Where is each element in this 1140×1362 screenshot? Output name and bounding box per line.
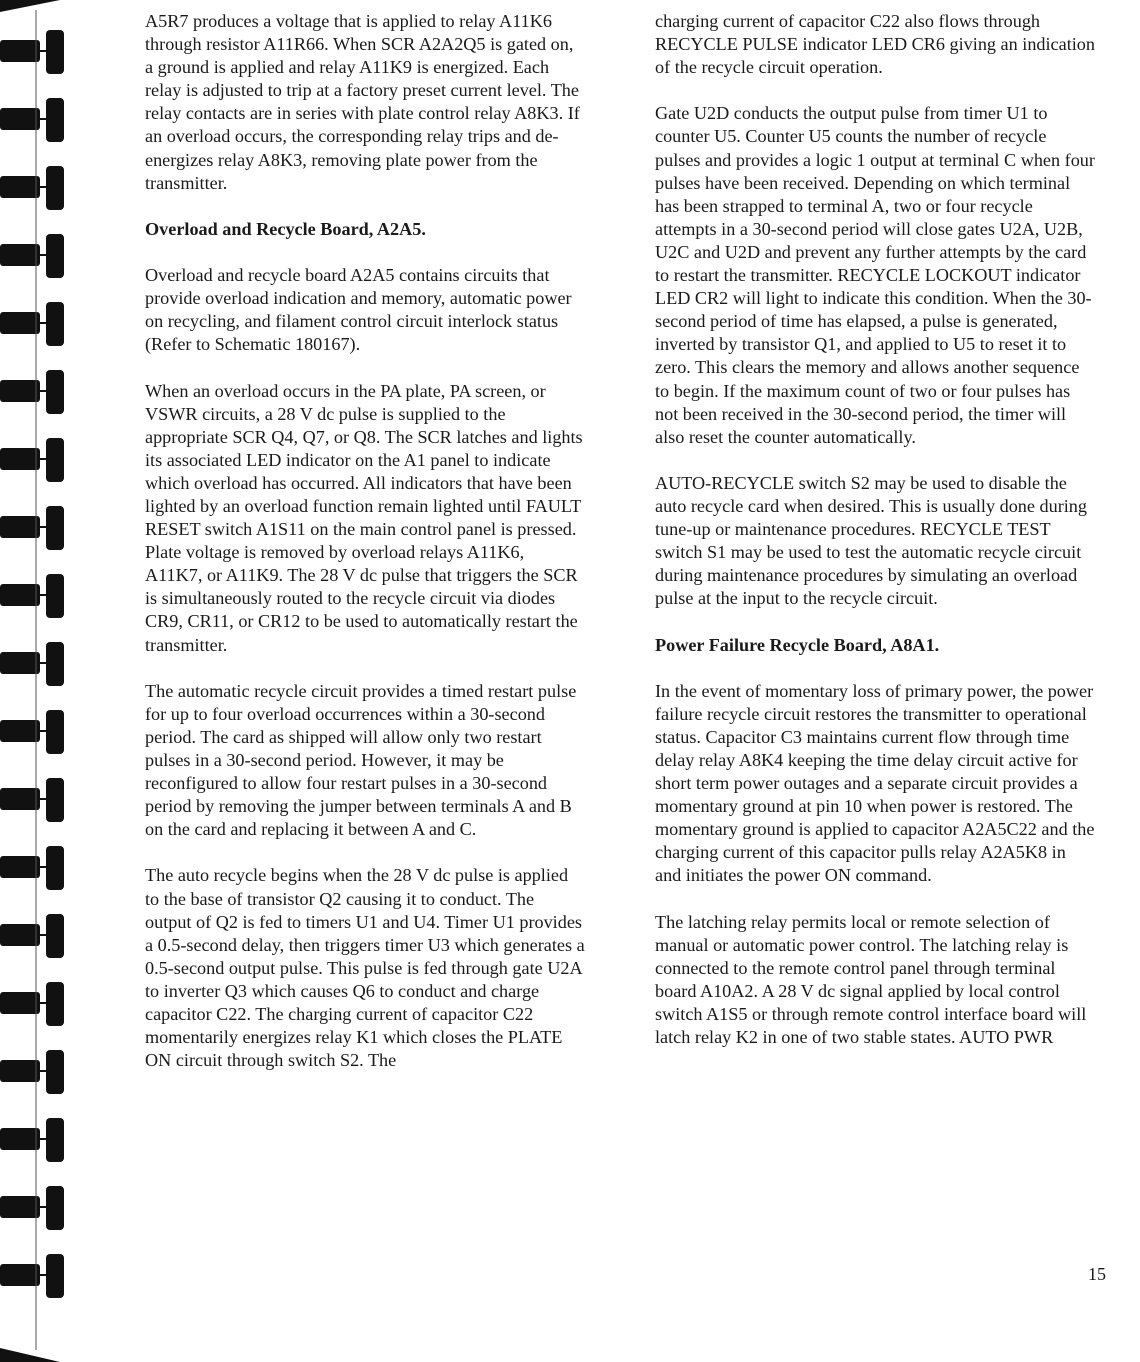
- paragraph: charging current of capacitor C22 also flows through RECYCLE PULSE indicator LED CR6 giving an indication of the recycle circuit operation.: [655, 11, 1095, 78]
- paragraph: When an overload occurs in the PA plate, PA screen, or VSWR circuits, a 28 V dc pulse is supplied to the appropriate SCR Q4, Q7, or Q8. The SCR latches and lights its associated LED indicator on the A1 panel to indicate which overload has occurred. All indicators that have been lighted by an overload function remain lighted until FAULT RESET switch A1S11 on the main control panel is pressed. Plate voltage is removed by overload relays A11K6, A11K7, or A11K9. The 28 V dc pulse that triggers the SCR is simultaneously routed to the recycle circuit via diodes CR9, CR11, or CR12 to be used to automatically restart the transmitter.: [145, 380, 583, 655]
- binding-ring: [0, 574, 64, 618]
- section-heading: Power Failure Recycle Board, A8A1.: [655, 634, 940, 655]
- page-number: 15: [1088, 1264, 1106, 1284]
- binding-ring: [0, 914, 64, 958]
- right-column: [655, 10, 1095, 1072]
- binding-ring: [0, 1050, 64, 1094]
- paragraph: Gate U2D conducts the output pulse from timer U1 to counter U5. Counter U5 counts the number of recycle pulses and provides a logic 1 output at terminal C when four pulses have been received. Depending on which terminal has been strapped to terminal A, two or four recycle attempts in a 30-second period will close gates U2A, U2B, U2C and U2D and prevent any further attempts by the card to restart the transmitter. RECYCLE LOCKOUT indicator LED CR2 will light to indicate this condition. When the 30-second period of time has elapsed, a pulse is generated, inverted by transistor Q1, and applied to U5 to reset it to zero. This clears the memory and allows another sequence to begin. If the maximum count of two or four pulses has not been received in the 30-second period, the timer will also reset the counter automatically.: [655, 103, 1095, 447]
- binding-ring: [0, 642, 64, 686]
- binding-ring: [0, 846, 64, 890]
- binding-ring: [0, 30, 64, 74]
- binding-ring: [0, 1254, 64, 1298]
- binding-ring: [0, 438, 64, 482]
- binding-ring: [0, 982, 64, 1026]
- binding-ring: [0, 166, 64, 210]
- paragraph: In the event of momentary loss of primary power, the power failure recycle circuit restores the transmitter to operational status. Capacitor C3 maintains current flow through time delay relay A8K4 keeping the time delay circuit active for short term power outages and a separate circuit provides a momentary ground at pin 10 when power is restored. The momentary ground is applied to capacitor A2A5C22 and the charging current of this capacitor pulls relay A2A5K8 in and initiates the power ON command.: [655, 680, 1095, 886]
- binding-ring: [0, 506, 64, 550]
- binding-ring: [0, 234, 64, 278]
- binding-ring: [0, 1118, 64, 1162]
- binding-ring: [0, 370, 64, 414]
- paragraph: A5R7 produces a voltage that is applied to relay A11K6 through resistor A11R66. When SCR A2A2Q5 is gated on, a ground is applied and relay A11K9 is energized. Each relay is adjusted to trip at a factory preset current level. The relay contacts are in series with plate control relay A8K3. If an overload occurs, the corresponding relay trips and de-energizes relay A8K3, removing plate power from the transmitter.: [145, 11, 580, 193]
- left-column: [145, 10, 585, 1095]
- binding-ring: [0, 98, 64, 142]
- paragraph: Overload and recycle board A2A5 contains circuits that provide overload indication and memory, automatic power on recycling, and filament control circuit interlock status (Refer to Schematic 180167).: [145, 265, 572, 355]
- spiral-binding: [0, 0, 82, 1362]
- paragraph: The auto recycle begins when the 28 V dc pulse is applied to the base of transistor Q2 causing it to conduct. The output of Q2 is fed to timers U1 and U4. Timer U1 provides a 0.5-second delay, then triggers timer U3 which generates a 0.5-second output pulse. This pulse is fed through gate U2A to inverter Q3 which causes Q6 to conduct and charge capacitor C22. The charging current of capacitor C22 momentarily energizes relay K1 which closes the PLATE ON circuit through switch S2. The: [145, 865, 585, 1071]
- binding-ring: [0, 778, 64, 822]
- binding-ring: [0, 710, 64, 754]
- binding-ring: [0, 302, 64, 346]
- paragraph: The latching relay permits local or remote selection of manual or automatic power control. The latching relay is connected to the remote control panel through terminal board A10A2. A 28 V dc signal applied by local control switch A1S5 or through remote control interface board will latch relay K2 in one of two stable states. AUTO PWR: [655, 911, 1087, 1048]
- paragraph: AUTO-RECYCLE switch S2 may be used to disable the auto recycle card when desired. This is usually done during tune-up or maintenance procedures. RECYCLE TEST switch S1 may be used to test the automatic recycle circuit during maintenance procedures by simulating an overload pulse at the input to the recycle circuit.: [655, 472, 1087, 609]
- binding-ring: [0, 1186, 64, 1230]
- paragraph: The automatic recycle circuit provides a timed restart pulse for up to four overload occurrences within a 30-second period. The card as shipped will allow only two restart pulses in a 30-second period. However, it may be reconfigured to allow four restart pulses in a 30-second period by removing the jumper between terminals A and B on the card and replacing it between A and C.: [145, 680, 577, 840]
- section-heading: Overload and Recycle Board, A2A5.: [145, 218, 426, 239]
